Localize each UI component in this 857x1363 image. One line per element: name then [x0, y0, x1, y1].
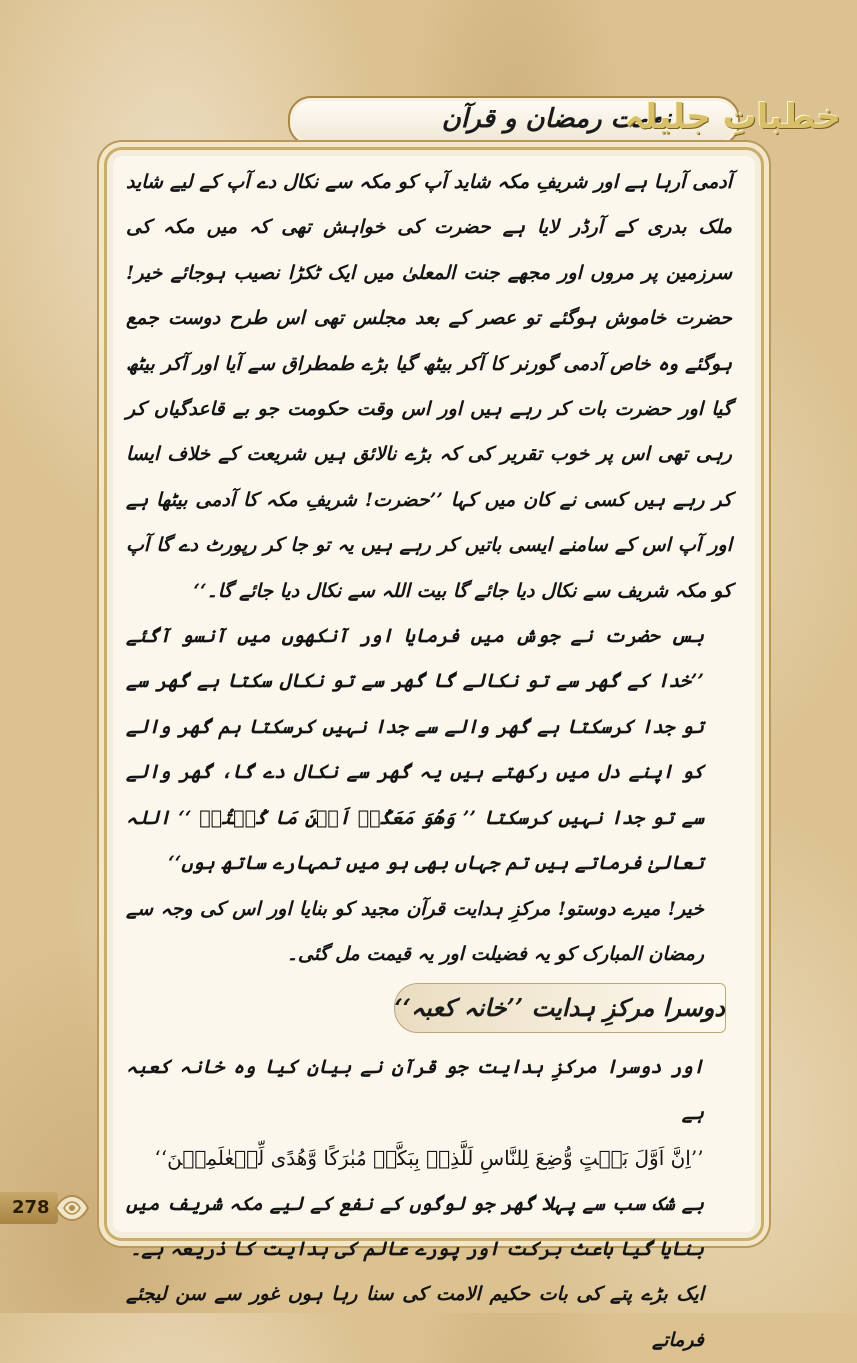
paragraph-1: آدمی آرہا ہے اور شریفِ مکہ شاید آپ کو مکہ سے نکال دے آپ کے لیے شاید ملک بدری کے آرڈر لایا ہے حضرت کی خواہش تھی کہ میں مکہ کی سرزمین پر مروں اور مجھے جنت المعلیٰ میں ایک ٹکڑا نصیب ہوجائے خیر! حضرت خاموش ہوگئے تو عصر کے بعد مجلس تھی اس طرح دوست جمع ہوگئے وہ خاص آدمی گورنر کا آکر بیٹھ گیا بڑے طمطراق سے آیا اور آکر بیٹھ گیا اور حضرت بات کر رہے ہیں اور اس وقت حکومت جو بے قاعدگیاں کر رہی تھی اس پر خوب تقریر کی کہ بڑے نالائق ہیں شریعت کے خلاف ایسا کر رہے ہیں کسی نے کان میں کہا ’’حضرت! شریفِ مکہ کا آدمی بیٹھا ہے اور آپ اس کے سامنے ایسی باتیں کر رہے ہیں یہ تو جا کر رپورٹ دے گا آپ کو مکہ شریف سے نکال دیا جائے گا بیت اللہ سے نکال دیا جائے گا۔‘‘ [126, 171, 732, 602]
paragraph-5: بے شک سب سے پہلا گھر جو لوگوں کے نفع کے لیے مکہ شریف میں بنایا گیا باعث برکت اور پورے عالم کی ہدایت کا ذریعہ ہے۔ [126, 1192, 704, 1260]
paragraph-3: خیر! میرے دوستو! مرکزِ ہدایت قرآن مجید کو بنایا اور اس کی وجہ سے رمضان المبارک کو یہ فضیلت اور یہ قیمت مل گئی۔ [126, 897, 704, 965]
quran-verse: ’’اِنَّ اَوَّلَ بَیۡتٍ وُّضِعَ لِلنَّاسِ لَلَّذِیۡ بِبَکَّۃَ مُبٰرَکًا وَّھُدًی لِّلۡعٰلَمِیۡنَ‘‘ [154, 1146, 704, 1171]
page-content [126, 160, 732, 1363]
page-number: 278 [12, 1197, 50, 1218]
paragraph-2: بس حضرت نے جوش میں فرمایا اور آنکھوں میں آنسو آگئے ’’خدا کے گھر سے تو نکالے گا گھر سے تو نکال سکتا ہے گھر سے تو جدا کرسکتا ہے گھر والے سے جدا نہیں کرسکتا ہم گھر والے کو اپنے دل میں رکھتے ہیں یہ گھر سے نکال دے گا، گھر والے سے تو جدا نہیں کرسکتا ’’ وَھُوَ مَعَکُمۡ اَیۡنَ مَا کُنۡتُمۡ ‘‘ اللہ تعالیٰ فرماتے ہیں تم جہاں بھی ہو میں تمہارے ساتھ ہوں‘‘ [126, 625, 704, 875]
chapter-title: نعمت رمضان و قرآن [441, 104, 671, 134]
section-heading: دوسرا مرکزِ ہدایت ’’خانہ کعبہ‘‘ [394, 983, 726, 1033]
paragraph-6: ایک بڑے پتے کی بات حکیم الامت کی سنا رہا ہوں غور سے سن لیجئے فرماتے [126, 1283, 704, 1351]
page-number-badge [0, 1186, 96, 1230]
section-heading-container [126, 979, 732, 1039]
series-title-logo: خطباتِ جلیلہ [624, 97, 841, 137]
paragraph-4: اور دوسرا مرکزِ ہدایت جو قرآن نے بیان کیا وہ خانہ کعبہ ہے [126, 1056, 704, 1124]
ornament-icon [52, 1186, 92, 1230]
